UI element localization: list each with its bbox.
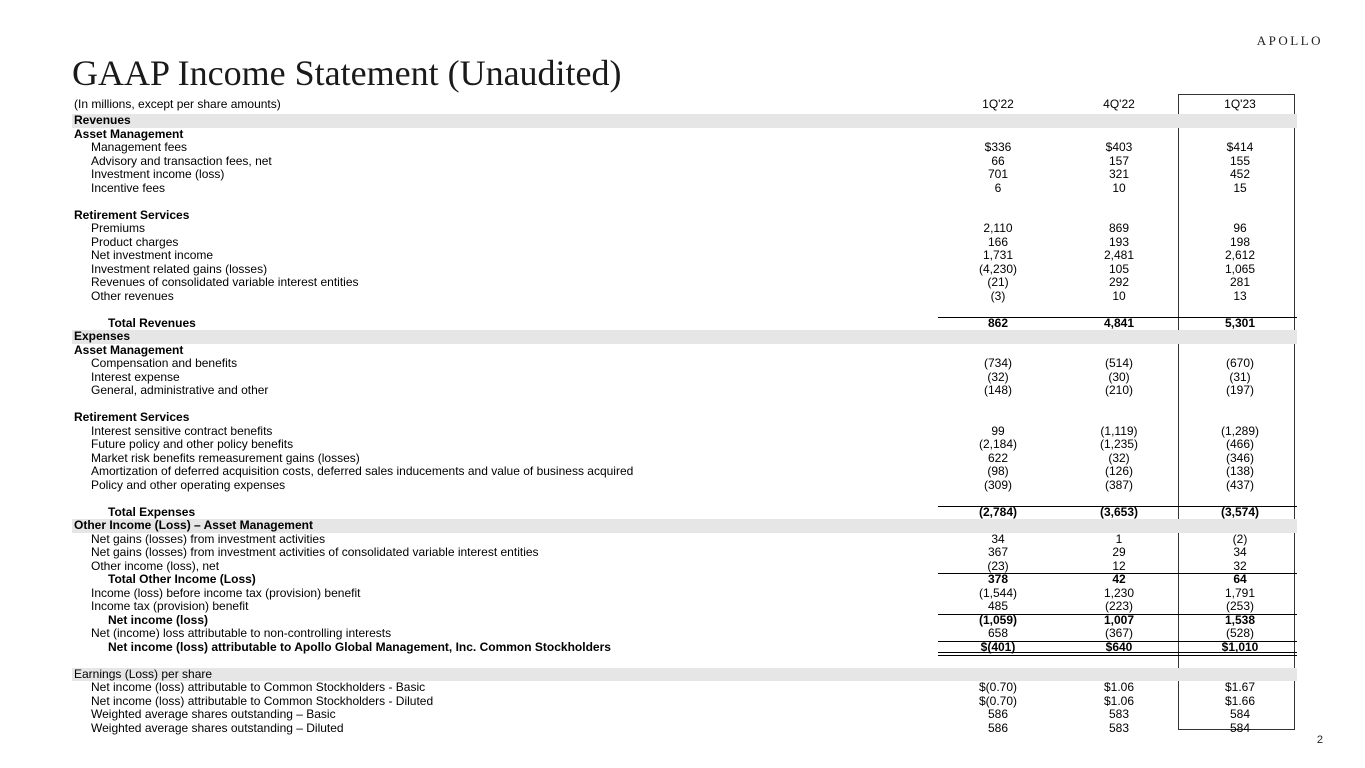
cell-value: (309) <box>983 477 1012 492</box>
row-label: Other Income (Loss) – Asset Management <box>74 518 313 532</box>
cell-value: 166 <box>987 234 1009 249</box>
table-row <box>72 479 1297 493</box>
section-band-row <box>72 114 1297 128</box>
cell-value: (1,059) <box>978 612 1018 627</box>
cell-value: $(0.70) <box>978 680 1018 694</box>
cell-value: (2) <box>1232 531 1248 546</box>
row-label: Expenses <box>74 329 131 343</box>
cell-value: $(401) <box>980 639 1016 654</box>
table-row <box>72 141 1297 155</box>
cell-value: 2,110 <box>983 221 1013 235</box>
cell-value: (734) <box>983 356 1012 370</box>
table-row <box>72 263 1297 277</box>
cell-value: (31) <box>1229 369 1251 384</box>
cell-value: (2,184) <box>978 437 1018 451</box>
row-label: Interest sensitive contract benefits <box>91 423 273 438</box>
table-row <box>72 317 1297 331</box>
cell-value: 292 <box>1108 275 1130 289</box>
cell-value: 10 <box>1112 288 1126 303</box>
cell-value: (3,653) <box>1099 504 1139 519</box>
cell-value: (253) <box>1225 599 1254 613</box>
table-row <box>72 209 1297 223</box>
table-row <box>72 182 1297 196</box>
table-row <box>72 128 1297 142</box>
cell-value: 378 <box>987 572 1009 586</box>
row-label: Income tax (provision) benefit <box>91 599 249 613</box>
spacer-row <box>72 492 1297 506</box>
cell-value: (98) <box>987 464 1009 478</box>
table-row <box>72 587 1297 601</box>
cell-value: (32) <box>987 369 1009 384</box>
cell-value: $414 <box>1226 140 1254 154</box>
cell-value: (670) <box>1225 356 1254 370</box>
row-label: Market risk benefits remeasurement gains (losses) <box>91 450 360 465</box>
table-row <box>72 573 1297 587</box>
row-label: Asset Management <box>74 126 184 141</box>
row-label: Other revenues <box>91 288 174 303</box>
cell-value: (514) <box>1104 356 1133 370</box>
row-label: Retirement Services <box>74 207 190 222</box>
cell-value: 622 <box>987 450 1009 465</box>
cell-value: 869 <box>1108 221 1130 235</box>
row-label: Net gains (losses) from investment activities <box>91 531 326 546</box>
row-label: Asset Management <box>74 342 184 357</box>
table-row <box>72 290 1297 304</box>
table-row <box>72 722 1297 736</box>
row-label: Total Expenses <box>108 504 196 519</box>
cell-value: 701 <box>987 167 1009 181</box>
cell-value: (1,544) <box>978 585 1018 600</box>
row-label: Retirement Services <box>74 410 190 424</box>
table-row <box>72 384 1297 398</box>
cell-value: $403 <box>1105 140 1133 154</box>
cell-value: $1,010 <box>1221 639 1259 654</box>
table-row <box>72 438 1297 452</box>
cell-value: (23) <box>987 558 1009 573</box>
table-row <box>72 600 1297 614</box>
cell-value: 29 <box>1112 545 1126 559</box>
cell-value: 2,612 <box>1224 248 1256 262</box>
cell-value: $1.66 <box>1224 693 1256 708</box>
cell-value: 1,230 <box>1103 585 1135 600</box>
cell-value: (21) <box>987 275 1009 289</box>
row-label: Revenues of consolidated variable interest entities <box>91 275 359 289</box>
cell-value: (210) <box>1104 383 1133 397</box>
cell-value: (148) <box>983 383 1012 397</box>
row-label: Earnings (Loss) per share <box>74 666 213 681</box>
page-title: GAAP Income Statement (Unaudited) <box>72 53 622 93</box>
cell-value: (1,289) <box>1220 423 1260 438</box>
spacer-row <box>72 195 1297 209</box>
row-label: Policy and other operating expenses <box>91 477 286 492</box>
table-row <box>72 276 1297 290</box>
cell-value: 34 <box>991 531 1005 546</box>
row-label: Investment income (loss) <box>91 167 225 181</box>
row-label: Net gains (losses) from investment activities of consolidated variable interest entities <box>91 545 539 559</box>
cell-value: 586 <box>987 720 1009 735</box>
spacer-row <box>72 654 1297 668</box>
cell-value: 12 <box>1112 558 1126 573</box>
cell-value: 4,841 <box>1103 315 1135 330</box>
cell-value: (466) <box>1225 437 1254 451</box>
column-header-1q22: 1Q'22 <box>982 97 1014 111</box>
cell-value: 1,791 <box>1224 585 1256 600</box>
cell-value: $1.67 <box>1224 680 1256 694</box>
section-band-row <box>72 330 1297 344</box>
cell-value: 1 <box>1115 531 1123 546</box>
cell-value: (1,235) <box>1099 437 1139 451</box>
cell-value: 584 <box>1229 720 1251 735</box>
cell-value: $1.06 <box>1103 680 1135 694</box>
table-row <box>72 222 1297 236</box>
table-row <box>72 236 1297 250</box>
cell-value: 10 <box>1112 180 1126 195</box>
row-label: Interest expense <box>91 369 180 384</box>
section-band-row <box>72 668 1297 682</box>
table-row <box>72 627 1297 641</box>
table-row <box>72 411 1297 425</box>
cell-value: 96 <box>1233 221 1247 235</box>
row-label: Amortization of deferred acquisition costs, deferred sales inducements and value of business acquired <box>91 464 634 478</box>
cell-value: 485 <box>987 599 1009 613</box>
row-label: Net income (loss) attributable to Common Stockholders - Basic <box>91 680 426 694</box>
cell-value: 584 <box>1229 707 1251 721</box>
cell-value: 1,065 <box>1224 261 1256 276</box>
cell-value: 34 <box>1233 545 1247 559</box>
cell-value: 1,007 <box>1103 612 1135 627</box>
row-label: Advisory and transaction fees, net <box>91 153 272 168</box>
cell-value: 155 <box>1229 153 1251 168</box>
cell-value: 42 <box>1112 572 1126 586</box>
table-row <box>72 546 1297 560</box>
row-label: Net income (loss) attributable to Common Stockholders - Diluted <box>91 693 434 708</box>
cell-value: 193 <box>1108 234 1130 249</box>
cell-value: (528) <box>1225 626 1254 640</box>
cell-value: 586 <box>987 707 1009 721</box>
table-row <box>72 168 1297 182</box>
cell-value: (223) <box>1104 599 1133 613</box>
cell-value: 6 <box>994 180 1002 195</box>
table-row <box>72 641 1297 655</box>
table-row <box>72 681 1297 695</box>
cell-value: (197) <box>1225 383 1254 397</box>
row-label: Net (income) loss attributable to non-controlling interests <box>91 626 392 640</box>
table-row <box>72 249 1297 263</box>
row-label: Other income (loss), net <box>91 558 220 573</box>
table-row <box>72 155 1297 169</box>
row-label: Compensation and benefits <box>91 356 238 370</box>
cell-value: 105 <box>1108 261 1130 276</box>
cell-value: $336 <box>984 140 1012 154</box>
table-header <box>72 95 1297 114</box>
cell-value: 13 <box>1233 288 1247 303</box>
column-header-4q22: 4Q'22 <box>1103 97 1135 111</box>
row-label: Incentive fees <box>91 180 166 195</box>
income-statement-table <box>72 114 1297 735</box>
table-row <box>72 560 1297 574</box>
cell-value: 367 <box>987 545 1009 559</box>
table-row <box>72 533 1297 547</box>
table-row <box>72 695 1297 709</box>
cell-value: 583 <box>1108 707 1130 721</box>
cell-value: (32) <box>1108 450 1130 465</box>
table-row <box>72 708 1297 722</box>
cell-value: 5,301 <box>1224 315 1256 330</box>
spacer-row <box>72 303 1297 317</box>
table-row <box>72 452 1297 466</box>
row-label: Net income (loss) <box>108 612 209 627</box>
row-label: Total Revenues <box>108 315 196 330</box>
page-number: 2 <box>1316 734 1323 746</box>
cell-value: (138) <box>1225 464 1254 478</box>
cell-value: (3,574) <box>1220 504 1260 519</box>
cell-value: 862 <box>987 315 1009 330</box>
cell-value: $640 <box>1105 639 1133 654</box>
header-label: (In millions, except per share amounts) <box>74 97 281 111</box>
table-row <box>72 425 1297 439</box>
cell-value: 15 <box>1233 180 1247 195</box>
row-label: General, administrative and other <box>91 383 269 397</box>
cell-value: (3) <box>990 288 1006 303</box>
cell-value: 1,538 <box>1224 612 1256 627</box>
cell-value: 658 <box>987 626 1009 640</box>
cell-value: 452 <box>1229 167 1251 181</box>
cell-value: (2,784) <box>978 504 1018 519</box>
table-row <box>72 506 1297 520</box>
row-label: Investment related gains (losses) <box>91 261 268 276</box>
row-label: Weighted average shares outstanding – Diluted <box>91 720 344 735</box>
cell-value: (367) <box>1104 626 1133 640</box>
cell-value: (346) <box>1225 450 1254 465</box>
cell-value: 66 <box>991 153 1005 168</box>
cell-value: (30) <box>1108 369 1130 384</box>
table-row <box>72 614 1297 628</box>
table-row <box>72 371 1297 385</box>
cell-value: 157 <box>1108 153 1130 168</box>
column-header-1q23: 1Q'23 <box>1224 97 1256 111</box>
row-label: Net income (loss) attributable to Apollo Global Management, Inc. Common Stockholders <box>108 639 611 654</box>
row-label: Premiums <box>91 221 146 235</box>
cell-value: 64 <box>1233 572 1247 586</box>
cell-value: 99 <box>991 423 1005 438</box>
row-label: Future policy and other policy benefits <box>91 437 294 451</box>
table-row <box>72 344 1297 358</box>
cell-value: 583 <box>1108 720 1130 735</box>
cell-value: (1,119) <box>1100 423 1138 438</box>
cell-value: (126) <box>1104 464 1133 478</box>
row-label: Net investment income <box>91 248 214 262</box>
cell-value: (437) <box>1225 477 1254 492</box>
section-band-row <box>72 519 1297 533</box>
cell-value: $1.06 <box>1103 693 1135 708</box>
cell-value: (4,230) <box>978 261 1018 276</box>
row-label: Total Other Income (Loss) <box>108 572 256 586</box>
cell-value: 281 <box>1229 275 1251 289</box>
row-label: Income (loss) before income tax (provision) benefit <box>91 585 361 600</box>
row-label: Revenues <box>74 113 131 127</box>
cell-value: (387) <box>1104 477 1133 492</box>
row-label: Management fees <box>91 140 188 154</box>
cell-value: 198 <box>1229 234 1251 249</box>
apollo-logo: APOLLO <box>1256 33 1323 48</box>
cell-value: 1,731 <box>982 248 1014 262</box>
cell-value: 32 <box>1233 558 1247 573</box>
cell-value: 2,481 <box>1103 248 1135 262</box>
row-label: Product charges <box>91 234 179 249</box>
cell-value: $(0.70) <box>978 693 1018 708</box>
spacer-row <box>72 398 1297 412</box>
table-row <box>72 465 1297 479</box>
cell-value: 321 <box>1108 167 1130 181</box>
table-row <box>72 357 1297 371</box>
row-label: Weighted average shares outstanding – Basic <box>91 707 336 721</box>
